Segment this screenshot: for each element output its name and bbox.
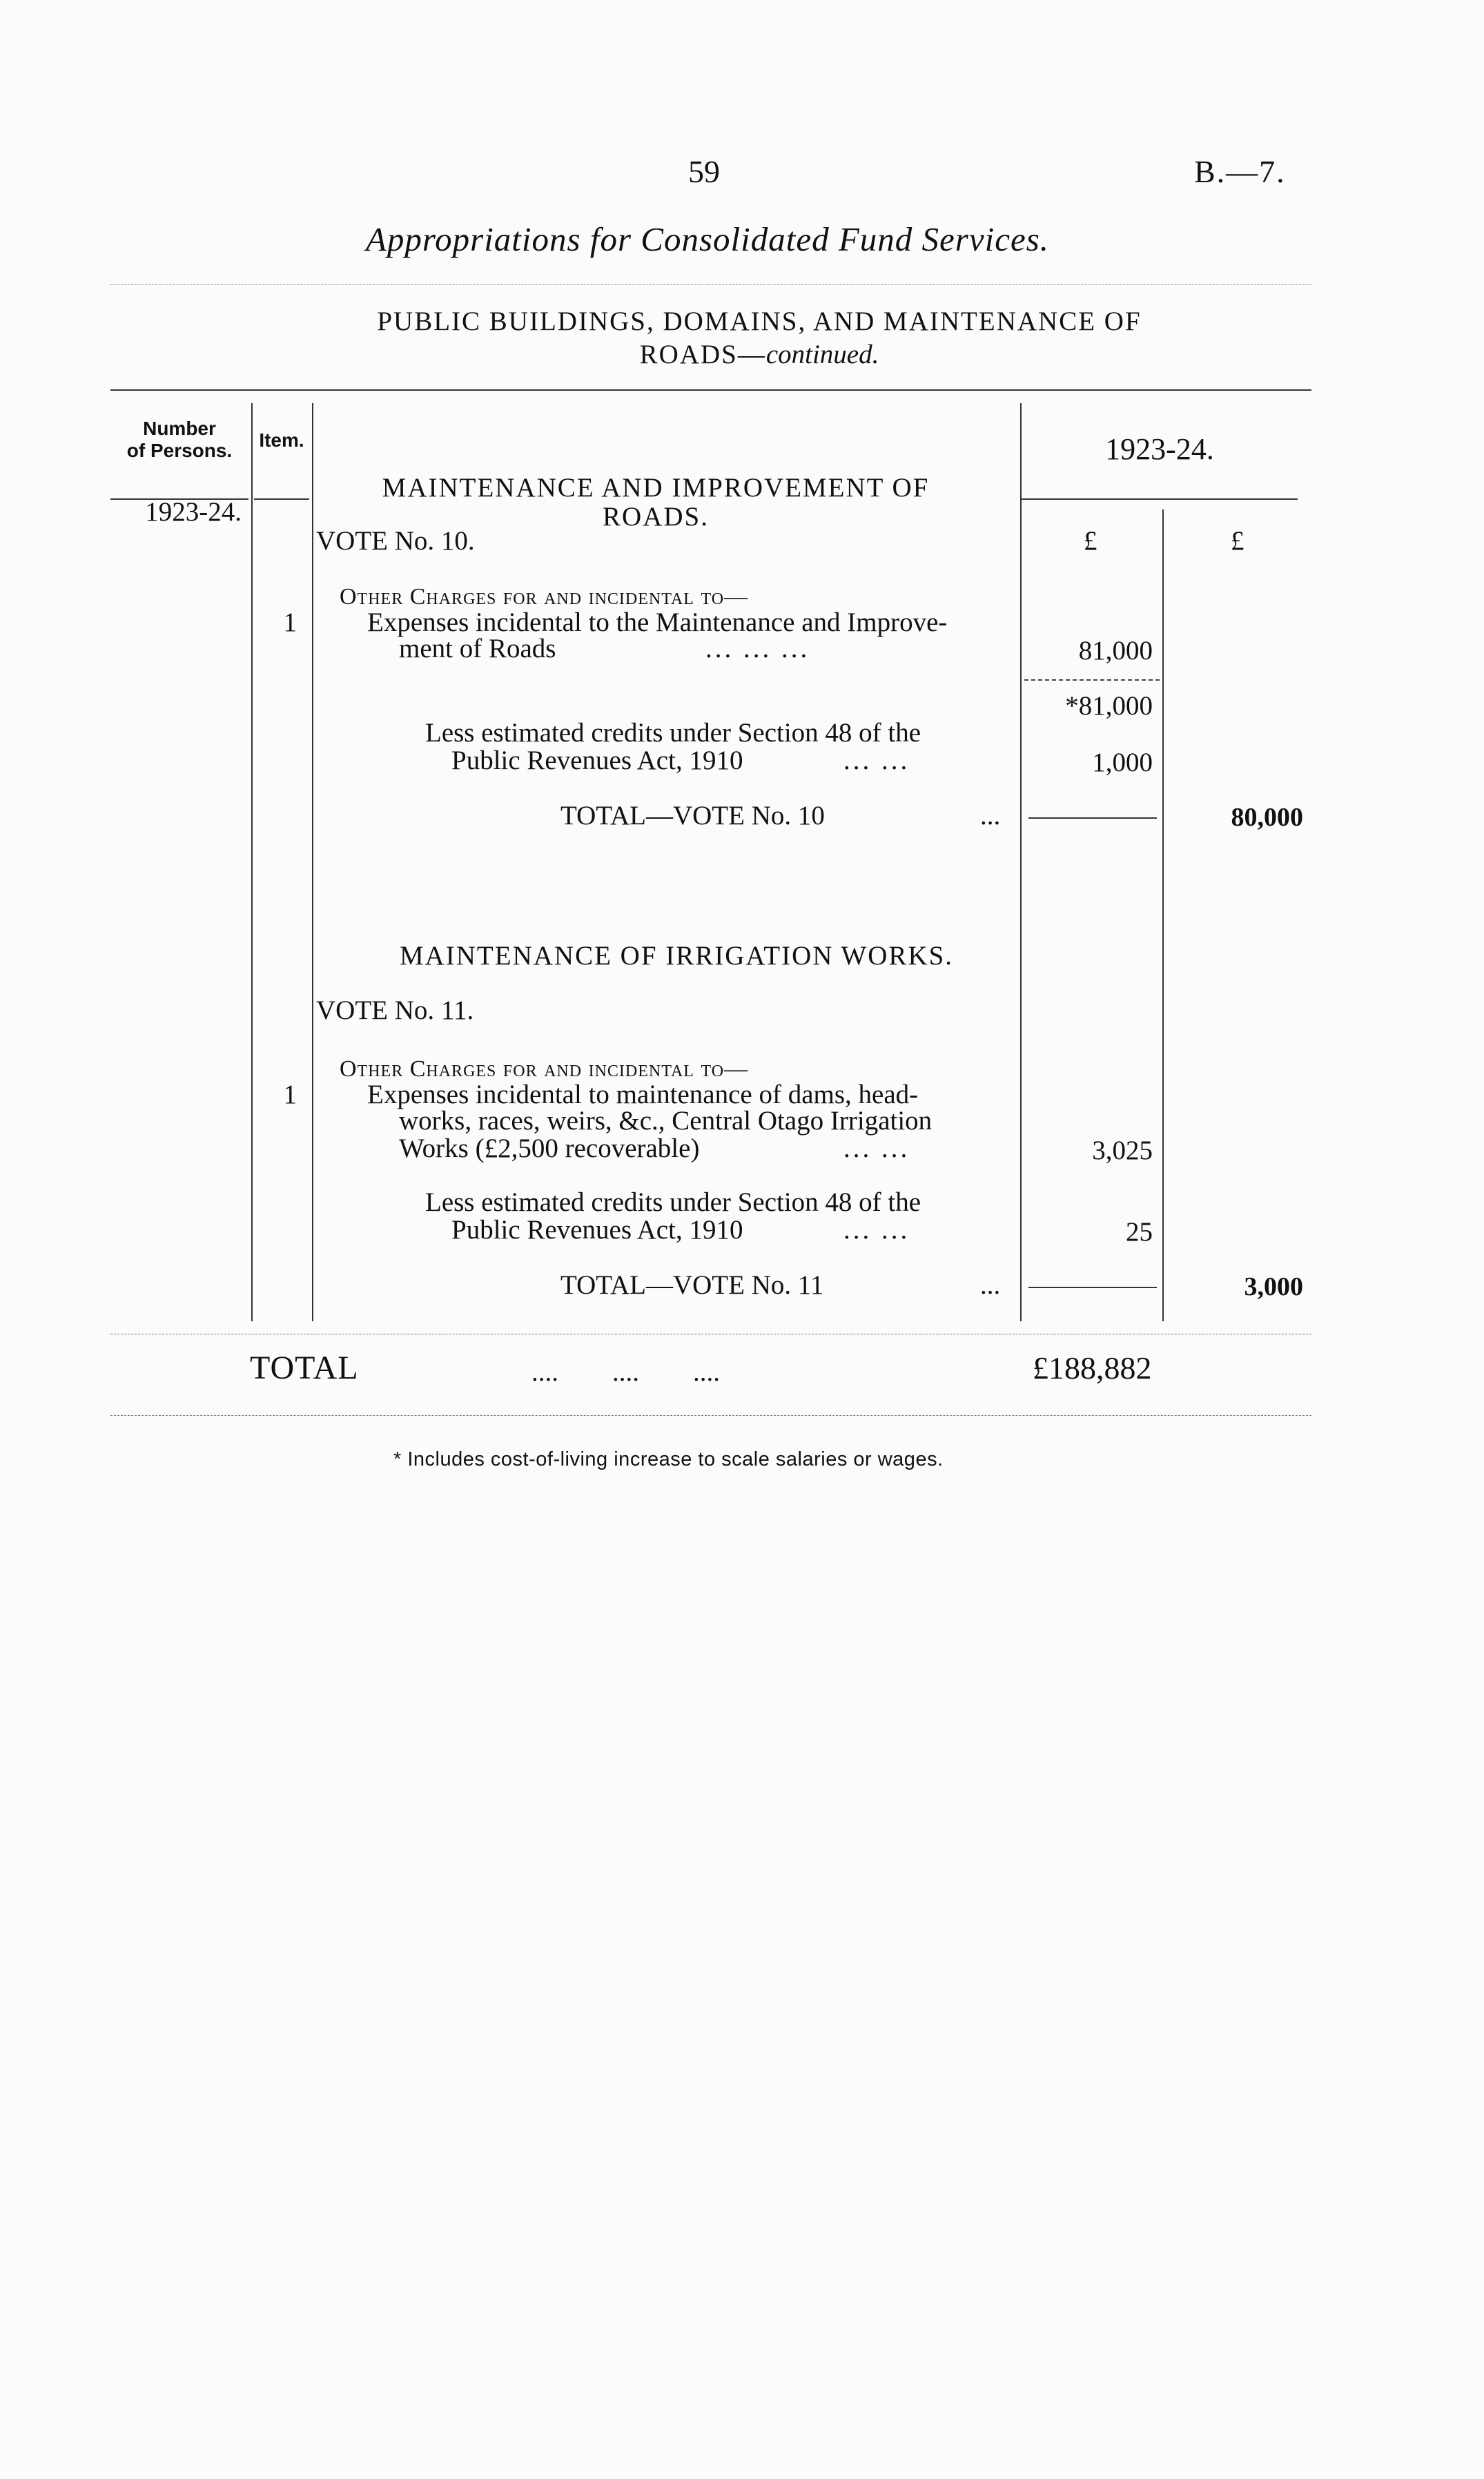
section1-total-leader-dots: ... xyxy=(980,801,1001,830)
section2-item-line-3: Works (£2,500 recoverable) xyxy=(399,1134,700,1163)
heading-line-2-main: ROADS— xyxy=(639,340,766,369)
section1-title-line-1: MAINTENANCE AND IMPROVEMENT OF xyxy=(382,473,930,503)
section1-less-leader-dots: ... ... xyxy=(843,746,910,775)
section2-item-number: 1 xyxy=(283,1080,297,1109)
page-caption: Appropriations for Consolidated Fund Services. xyxy=(365,220,1050,258)
grand-total-label: TOTAL xyxy=(250,1350,359,1386)
section2-total-leader-dots: ... xyxy=(980,1270,1001,1300)
section2-total-label: TOTAL—VOTE No. 11 xyxy=(560,1270,824,1300)
item-column-header: Item. xyxy=(259,429,304,451)
section1-subtotal: *81,000 xyxy=(1065,691,1153,721)
section2-less-leader-dots: ... ... xyxy=(843,1215,910,1245)
heading-line-2-italic: continued. xyxy=(765,340,879,369)
pound-symbol-left: £ xyxy=(1084,526,1097,556)
section1-item-line-1: Expenses incidental to the Maintenance and Improve- xyxy=(367,607,948,637)
year-column-header: 1923-24. xyxy=(1105,432,1214,466)
section1-other-charges: Other Charges for and incidental to— xyxy=(340,584,749,610)
grand-total-leader-dots: .... .... .... xyxy=(531,1357,720,1387)
section1-title xyxy=(345,474,966,532)
section1-less-amount: 1,000 xyxy=(1092,748,1153,777)
section2-less-amount: 25 xyxy=(1126,1217,1153,1247)
persons-header-line-1: Number xyxy=(143,418,216,439)
section-heading xyxy=(359,305,1160,371)
amount-column-divider xyxy=(1162,509,1164,1321)
section1-vote-number: VOTE No. 10. xyxy=(316,526,475,556)
section1-less-line-1: Less estimated credits under Section 48 of the xyxy=(425,718,921,748)
heading-line-2 xyxy=(359,338,1160,371)
section2-title: MAINTENANCE OF IRRIGATION WORKS. xyxy=(399,941,954,971)
section2-other-charges: Other Charges for and incidental to— xyxy=(340,1056,749,1082)
section2-item-amount: 3,025 xyxy=(1092,1136,1153,1165)
persons-column-header xyxy=(110,418,248,462)
section2-vote-number: VOTE No. 11. xyxy=(316,995,474,1025)
section1-total-rule xyxy=(1028,817,1157,819)
section1-subtotal-rule xyxy=(1024,679,1160,681)
section1-item-line-2: ment of Roads xyxy=(399,634,556,663)
persons-column-divider xyxy=(251,403,253,1321)
description-column-divider xyxy=(1020,403,1022,1321)
footnote: * Includes cost-of-living increase to scale salaries or wages. xyxy=(393,1448,944,1470)
section2-item-line-1: Expenses incidental to maintenance of dams, head- xyxy=(367,1080,919,1109)
section1-total-amount: 80,000 xyxy=(1231,803,1303,832)
section1-item-amount: 81,000 xyxy=(1078,636,1153,665)
grand-total-rule xyxy=(110,1415,1311,1416)
section2-item-line-2: works, races, weirs, &c., Central Otago Irrigation xyxy=(399,1106,933,1136)
persons-year-label: 1923-24. xyxy=(145,497,242,527)
pound-symbol-right: £ xyxy=(1231,526,1244,556)
section1-item-number: 1 xyxy=(283,607,297,637)
heading-line-1: PUBLIC BUILDINGS, DOMAINS, AND MAINTENANCE OF xyxy=(377,307,1142,336)
grand-total-amount: £188,882 xyxy=(1033,1350,1152,1386)
section2-total-rule xyxy=(1028,1287,1157,1288)
page-number: 59 xyxy=(688,154,720,189)
item-header-rule xyxy=(254,498,309,500)
section2-item-leader-dots: ... ... xyxy=(843,1134,910,1163)
section2-total-amount: 3,000 xyxy=(1244,1272,1303,1301)
section1-item-leader-dots: ... ... ... xyxy=(705,634,810,663)
section2-less-line-1: Less estimated credits under Section 48 of the xyxy=(425,1187,921,1217)
table-top-rule xyxy=(110,389,1311,391)
section1-title-line-2: ROADS. xyxy=(603,502,709,532)
persons-header-line-2: of Persons. xyxy=(126,440,233,461)
section2-less-line-2: Public Revenues Act, 1910 xyxy=(451,1215,743,1245)
document-reference: B.—7. xyxy=(1194,154,1286,189)
section1-less-line-2: Public Revenues Act, 1910 xyxy=(451,746,743,775)
section1-total-label: TOTAL—VOTE No. 10 xyxy=(560,801,825,830)
item-column-divider xyxy=(312,403,313,1321)
year-header-rule xyxy=(1022,498,1298,500)
caption-rule xyxy=(110,284,1311,285)
